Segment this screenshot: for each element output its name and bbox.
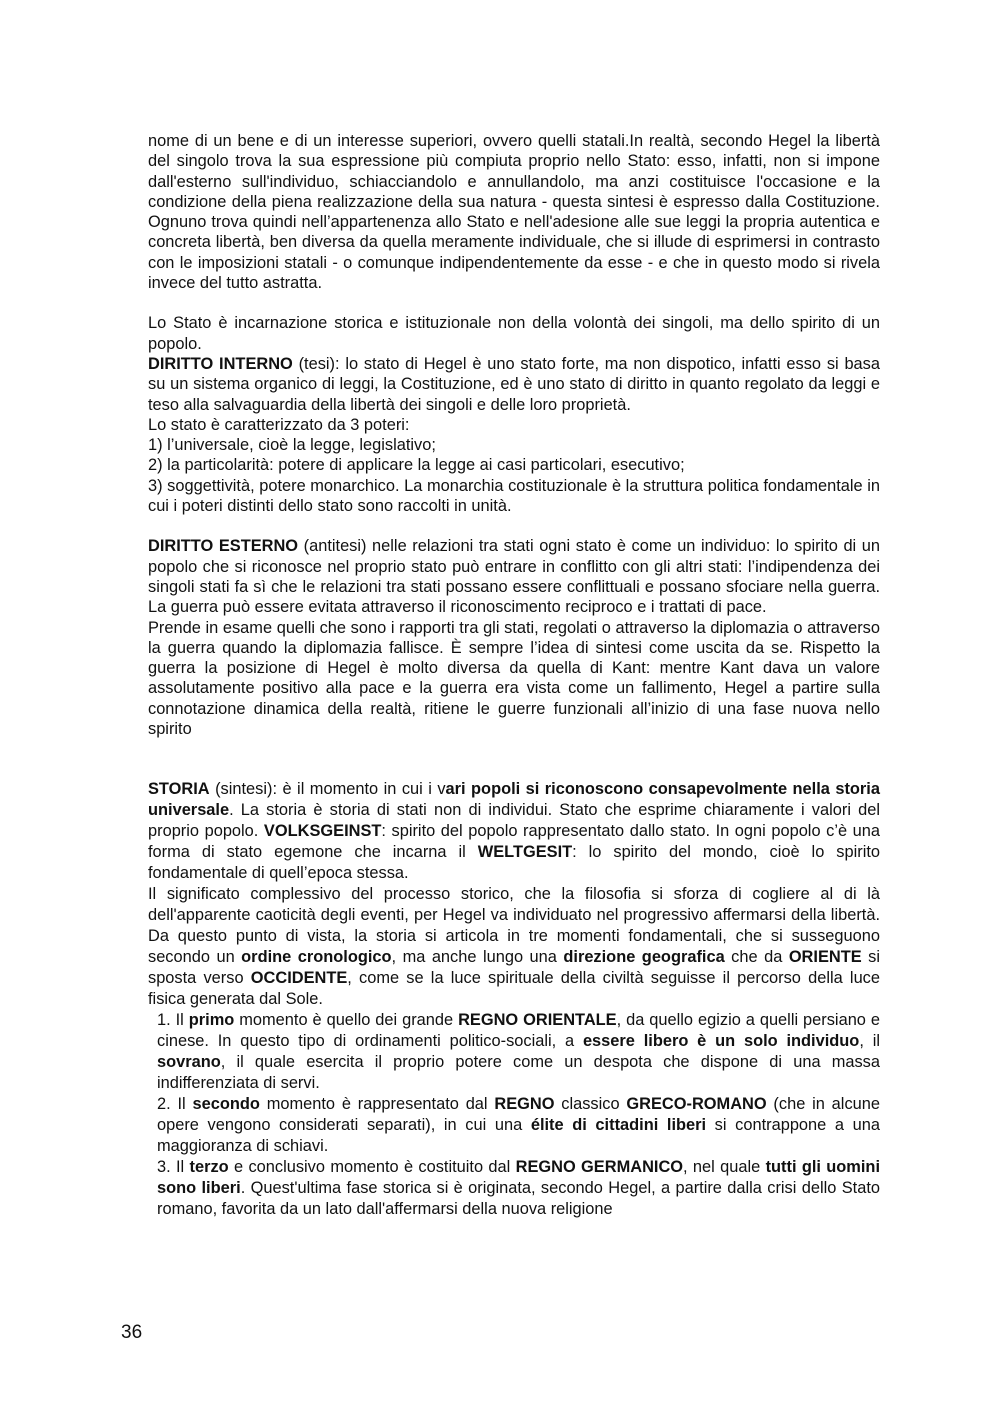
bold-text: REGNO GERMANICO xyxy=(515,1158,684,1177)
text-run: momento è quello dei grande xyxy=(234,1011,459,1030)
text-run: , da quello egizio a quelli persiano e cinese. In questo tipo di ordinamenti politico-sociali, a xyxy=(157,1011,880,1051)
text-run: Il significato complessivo del processo storico, che la filosofia si sforza di cogliere al di là dell'apparente caoticità degli eventi, per Hegel va individuato nel progressivo affermarsi della libertà. Da questo punto di vista, la storia si articola in tre momenti fondamentali, che si susseguono secondo un xyxy=(148,885,880,967)
bold-text: DIRITTO INTERNO xyxy=(148,354,293,373)
bold-text: essere libero è un solo individuo xyxy=(582,1032,860,1051)
bold-text: REGNO xyxy=(494,1095,555,1114)
text-run: : spirito del popolo rappresentato dallo stato. In ogni popolo c’è una forma di stato egemone che incarna il xyxy=(148,822,880,862)
text-run: classico xyxy=(554,1095,627,1114)
bold-text: tutti gli uomini sono liberi xyxy=(157,1158,880,1198)
text-run: (sintesi): è il momento in cui i v xyxy=(209,780,446,799)
text-run: , ma anche lungo una xyxy=(391,948,564,967)
text-run: e conclusivo momento è costituito dal xyxy=(228,1158,516,1177)
text-run: . La storia è storia di stati non di individui. Stato che esprime chiaramente i valori del proprio popolo. xyxy=(148,801,880,841)
text-run: , come se la luce spirituale della civiltà seguisse il percorso della luce fisica generata dal Sole. xyxy=(148,969,880,1009)
bold-text: VOLKSGEINST xyxy=(263,822,382,841)
bold-text: terzo xyxy=(189,1158,229,1177)
spacer xyxy=(148,293,880,313)
bold-text: REGNO ORIENTALE xyxy=(458,1011,617,1030)
spacer xyxy=(148,516,880,536)
bold-text: ORIENTE xyxy=(788,948,862,967)
bold-text: ari popoli si riconoscono consapevolmente nella storia universale xyxy=(148,780,880,820)
list-item-terzo xyxy=(157,1157,880,1220)
text-run: momento è rappresentato dal xyxy=(259,1095,495,1114)
text-run: 1. Il xyxy=(157,1011,189,1030)
text-run: (che in alcune opere vengono considerati separati), in cui una xyxy=(157,1095,880,1135)
spacer xyxy=(148,739,880,779)
text-run: Prende in esame quelli che sono i rapporti tra gli stati, regolati o attraverso la diplomazia o attraverso la guerra quando la diplomazia fallisce. È sempre l’idea di sintesi come uscita da se. Rispetto la guerra la posizione di Hegel è molto diversa da quella di Kant: mentre Kant dava un valore assolutamente positivo alla pace e la guerra era vista come un fallimento, Hegel a partire sulla connotazione dinamica della realtà, ritiene le guerre funzionali all’inizio di una fase nuova nello spirito xyxy=(148,618,880,739)
paragraph-potere-3 xyxy=(148,476,880,517)
paragraph-potere-2 xyxy=(148,455,880,475)
text-run: 3) soggettività, potere monarchico. La monarchia costituzionale è la struttura politica fondamentale in cui i poteri distinti dello stato sono raccolti in unità. xyxy=(148,476,880,516)
text-run: 3. Il xyxy=(157,1158,190,1177)
paragraph-potere-1 xyxy=(148,435,880,455)
text-run: . Quest'ultima fase storica si è originata, secondo Hegel, a partire dalla crisi dello Stato romano, favorita da un lato dall'affermarsi della nuova religione xyxy=(157,1179,880,1219)
text-run: , nel quale xyxy=(683,1158,766,1177)
page-body xyxy=(148,131,880,1220)
text-run: si sposta verso xyxy=(148,948,880,988)
paragraph-poteri-intro xyxy=(148,415,880,435)
bold-text: ordine cronologico xyxy=(241,948,392,967)
text-run: che da xyxy=(724,948,789,967)
list-item-primo xyxy=(157,1010,880,1094)
text-run: (antitesi) nelle relazioni tra stati ogni stato è come un individuo: lo spirito di un popolo che si riconosce nel proprio stato può entrare in conflitto con gli altri stati: l’indipendenza dei singoli stati fa sì che le relazioni tra stati possano essere conflittuali e possano sfociare nella guerra. La guerra può essere evitata attraverso il riconoscimento reciproco e i trattati di pace. xyxy=(148,537,880,617)
text-run: si contrappone a una maggioranza di schiavi. xyxy=(157,1116,880,1156)
text-run: Lo stato è caratterizzato da 3 poteri: xyxy=(148,415,410,434)
paragraph-diritto-esterno xyxy=(148,536,880,617)
text-run: , il xyxy=(859,1032,880,1051)
text-run: nome di un bene e di un interesse superiori, ovvero quelli statali.In realtà, secondo Hegel la libertà del singolo trova la sua espressione più compiuta proprio nello Stato: esso, infatti, non si impone dall'esterno sull'individuo, schiacciandolo e annullandolo, ma anzi costituisce l'occasione e la condizione della piena realizzazione della sua natura - questa sintesi è espresso dalla Costituzione. Ognuno trova quindi nell’appartenenza allo Stato e nell'adesione alle sue leggi la propria autentica e concreta libertà, ben diversa da quella meramente individuale, che si illude di esprimersi in contrasto con le imposizioni statali - o comunque indipendentemente da esse - e che in questo modo si rivela invece del tutto astratta. xyxy=(148,132,880,293)
text-run: (tesi): lo stato di Hegel è uno stato forte, ma non dispotico, infatti esso si basa su un sistema organico di leggi, la Costituzione, ed è uno stato di diritto in quanto regolato da leggi e teso alla salvaguardia della libertà dei singoli e delle loro proprietà. xyxy=(148,354,880,414)
text-run: , il quale esercita il proprio potere come un despota che dispone di una massa indifferenziata di servi. xyxy=(157,1053,880,1093)
text-run: 2) la particolarità: potere di applicare la legge ai casi particolari, esecutivo; xyxy=(148,456,685,475)
momenti-list xyxy=(157,1010,880,1220)
bold-text: élite di cittadini liberi xyxy=(530,1116,707,1135)
text-run: 2. Il xyxy=(157,1095,193,1114)
list-item-secondo xyxy=(157,1094,880,1157)
bold-text: WELTGESIT xyxy=(477,843,573,862)
bold-text: OCCIDENTE xyxy=(250,969,348,988)
text-run: 1) l’universale, cioè la legge, legislativo; xyxy=(148,436,436,455)
bold-text: direzione geografica xyxy=(563,948,725,967)
paragraph-stato-incarnazione xyxy=(148,313,880,354)
bold-text: DIRITTO ESTERNO xyxy=(148,537,299,556)
paragraph-processo-storico xyxy=(148,884,880,1010)
paragraph-diritto-interno xyxy=(148,354,880,415)
paragraph-storia xyxy=(148,779,880,884)
page-number: 36 xyxy=(121,1322,143,1343)
paragraph-stato-liberta xyxy=(148,131,880,293)
bold-text: STORIA xyxy=(148,780,210,799)
text-run: : lo spirito del mondo, cioè lo spirito fondamentale di quell’epoca stessa. xyxy=(148,843,880,883)
bold-text: primo xyxy=(188,1011,235,1030)
paragraph-rapporti-stati xyxy=(148,618,880,740)
bold-text: sovrano xyxy=(157,1053,221,1072)
bold-text: GRECO-ROMANO xyxy=(626,1095,767,1114)
bold-text: secondo xyxy=(192,1095,260,1114)
text-run: Lo Stato è incarnazione storica e istituzionale non della volontà dei singoli, ma dello spirito di un popolo. xyxy=(148,314,880,353)
